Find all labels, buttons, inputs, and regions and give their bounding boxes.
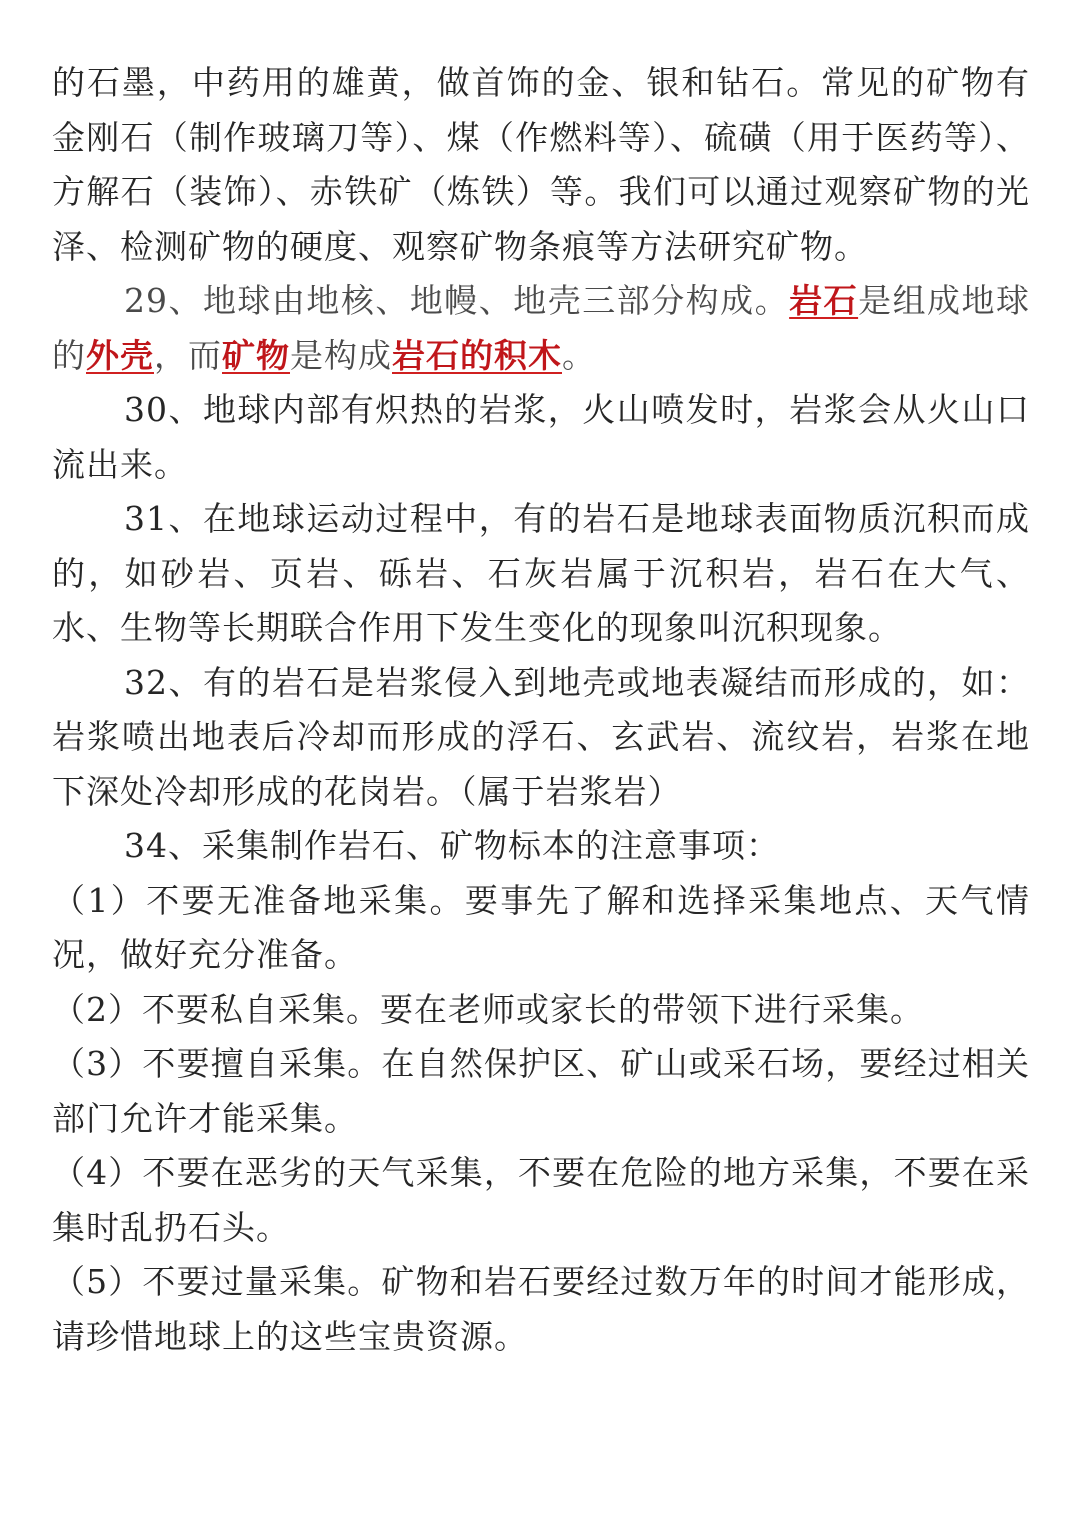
p29-text-4: 是构成: [290, 335, 392, 375]
list-item-3: （3）不要擅自采集。在自然保护区、矿山或采石场，要经过相关部门允许才能采集。: [52, 1044, 1030, 1138]
list-item-1: （1）不要无准备地采集。要事先了解和选择采集地点、天气情况，做好充分准备。: [52, 880, 1030, 974]
highlight-mineral: 矿物: [222, 335, 290, 375]
paragraph-31: 31、在地球运动过程中，有的岩石是地球表面物质沉积而成的，如砂岩、页岩、砾岩、石灰岩属于沉积岩，岩石在大气、水、生物等长期联合作用下发生变化的现象叫沉积现象。: [52, 499, 1030, 647]
paragraph-34: 34、采集制作岩石、矿物标本的注意事项：: [124, 826, 780, 865]
p29-text-3: ，而: [154, 335, 222, 375]
highlight-rock-building-blocks: 岩石的积木: [392, 335, 562, 375]
paragraph-29: [52, 274, 1030, 383]
list-item-4: （4）不要在恶劣的天气采集，不要在危险的地方采集，不要在采集时乱扔石头。: [52, 1153, 1030, 1247]
paragraph-30: 30、地球内部有炽热的岩浆，火山喷发时，岩浆会从火山口流出来。: [52, 390, 1030, 484]
highlight-rock: 岩石: [789, 281, 859, 320]
list-item-2: （2）不要私自采集。要在老师或家长的带领下进行采集。: [52, 989, 924, 1029]
list-item-5: （5）不要过量采集。矿物和岩石要经过数万年的时间才能形成，请珍惜地球上的这些宝贵资源。: [52, 1262, 1030, 1356]
highlight-outer-shell: 外壳: [86, 335, 154, 375]
paragraph-minerals-intro: 的石墨，中药用的雄黄，做首饰的金、银和钻石。常见的矿物有金刚石（制作玻璃刀等）、煤（作燃料等）、硫磺（用于医药等）、方解石（装饰）、赤铁矿（炼铁）等。我们可以通过观察矿物的光泽、检测矿物的硬度、观察矿物条痕等方法研究矿物。: [52, 63, 1030, 266]
document-body: [52, 56, 1030, 1364]
p29-text-1: 29、地球由地核、地幔、地壳三部分构成。: [124, 281, 790, 320]
p29-text-2: 是组成地球的: [52, 281, 1031, 375]
p29-text-5: 。: [562, 335, 596, 375]
paragraph-32: 32、有的岩石是岩浆侵入到地壳或地表凝结而形成的，如：岩浆喷出地表后冷却而形成的浮石、玄武岩、流纹岩，岩浆在地下深处冷却形成的花岗岩。（属于岩浆岩）: [52, 662, 1030, 811]
